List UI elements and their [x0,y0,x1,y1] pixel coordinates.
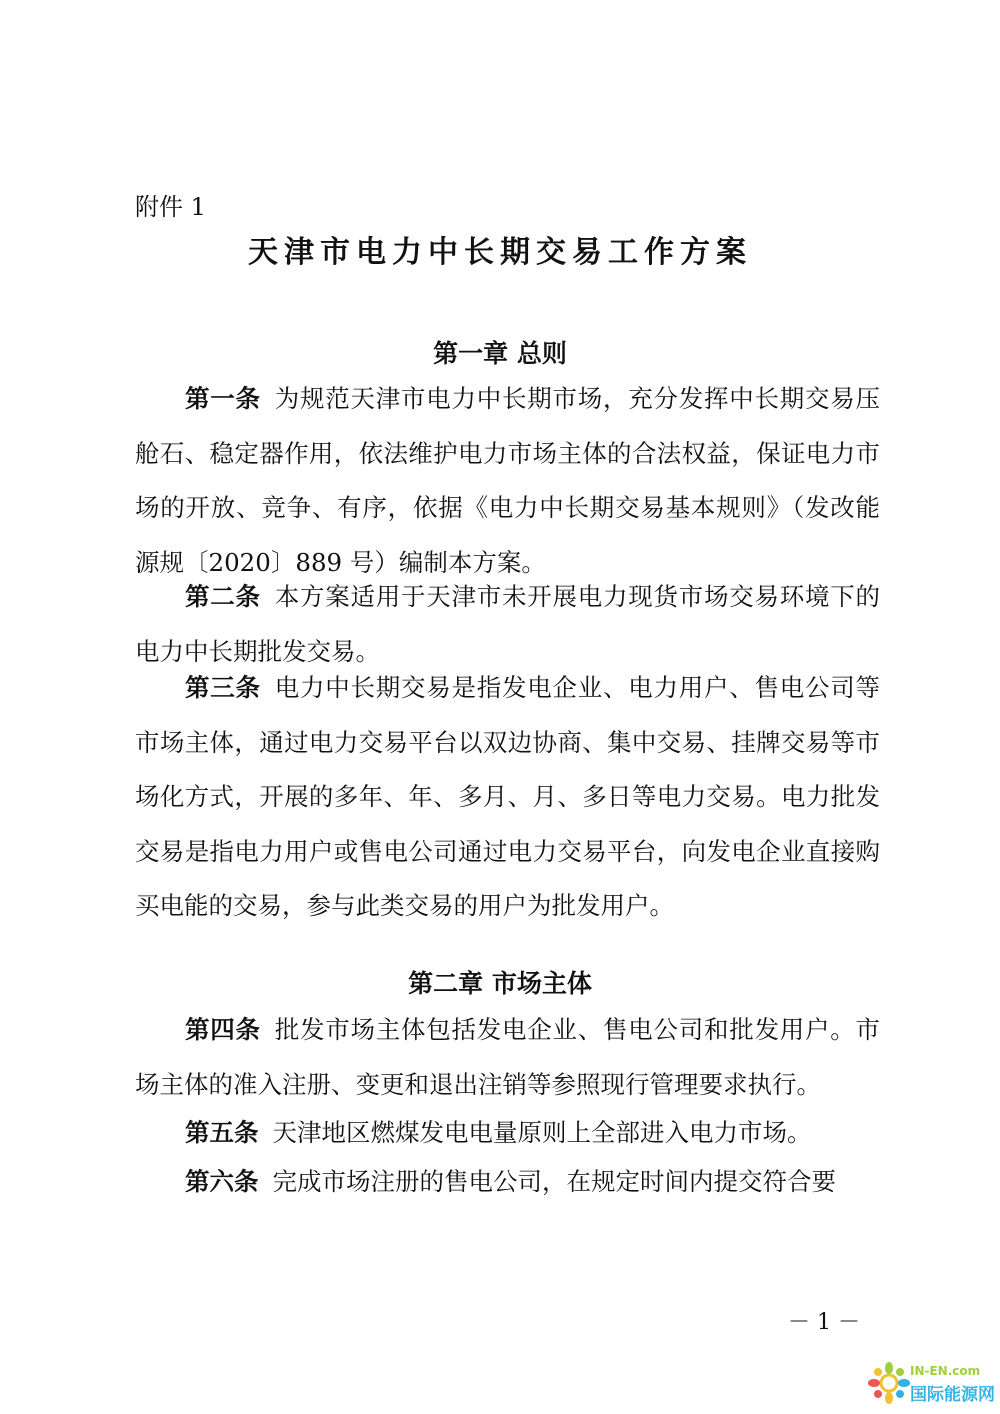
article-number: 第六条 [185,1167,259,1196]
article-text: 批发市场主体包括发电企业、售电公司和批发用户。市场主体的准入注册、变更和退出注销等参照现行管理要求执行。 [135,1015,880,1099]
article-text: 完成市场注册的售电公司，在规定时间内提交符合要 [272,1167,836,1196]
article-number: 第三条 [185,673,261,702]
page-number: － 1 － [788,1310,860,1335]
document-title: 天津市电力中长期交易工作方案 [248,235,752,270]
article-paragraph [135,1106,880,1161]
article-number: 第一条 [185,384,261,413]
article-number: 第五条 [185,1118,259,1147]
watermark-domain: IN-EN.com [910,1364,981,1378]
article-paragraph [135,372,880,590]
article-text: 天津地区燃煤发电电量原则上全部进入电力市场。 [272,1118,812,1147]
chapter-heading: 第一章 总则 [433,339,567,368]
watermark-name: 国际能源网 [910,1385,995,1405]
article-number: 第四条 [185,1015,261,1044]
watermark-logo [866,1360,994,1408]
article-number: 第二条 [185,582,261,611]
article-paragraph [135,1003,880,1112]
article-text: 电力中长期交易是指发电企业、电力用户、售电公司等市场主体，通过电力交易平台以双边协商、集中交易、挂牌交易等市场化方式，开展的多年、年、多月、月、多日等电力交易。电力批发交易是指电力用户或售电公司通过电力交易平台，向发电企业直接购买电能的交易，参与此类交易的用户为批发用户。 [135,673,880,920]
article-text: 为规范天津市电力中长期市场，充分发挥中长期交易压舱石、稳定器作用，依法维护电力市场主体的合法权益，保证电力市场的开放、竞争、有序，依据《电力中长期交易基本规则》（发改能源规〔2020〕889 号）编制本方案。 [135,384,880,577]
attachment-label: 附件 1 [135,193,206,221]
article-paragraph [135,661,880,934]
article-paragraph [135,1155,880,1210]
chapter-heading: 第二章 市场主体 [408,969,592,998]
article-text: 本方案适用于天津市未开展电力现货市场交易环境下的电力中长期批发交易。 [135,582,880,666]
sun-logo-icon [866,1360,912,1406]
